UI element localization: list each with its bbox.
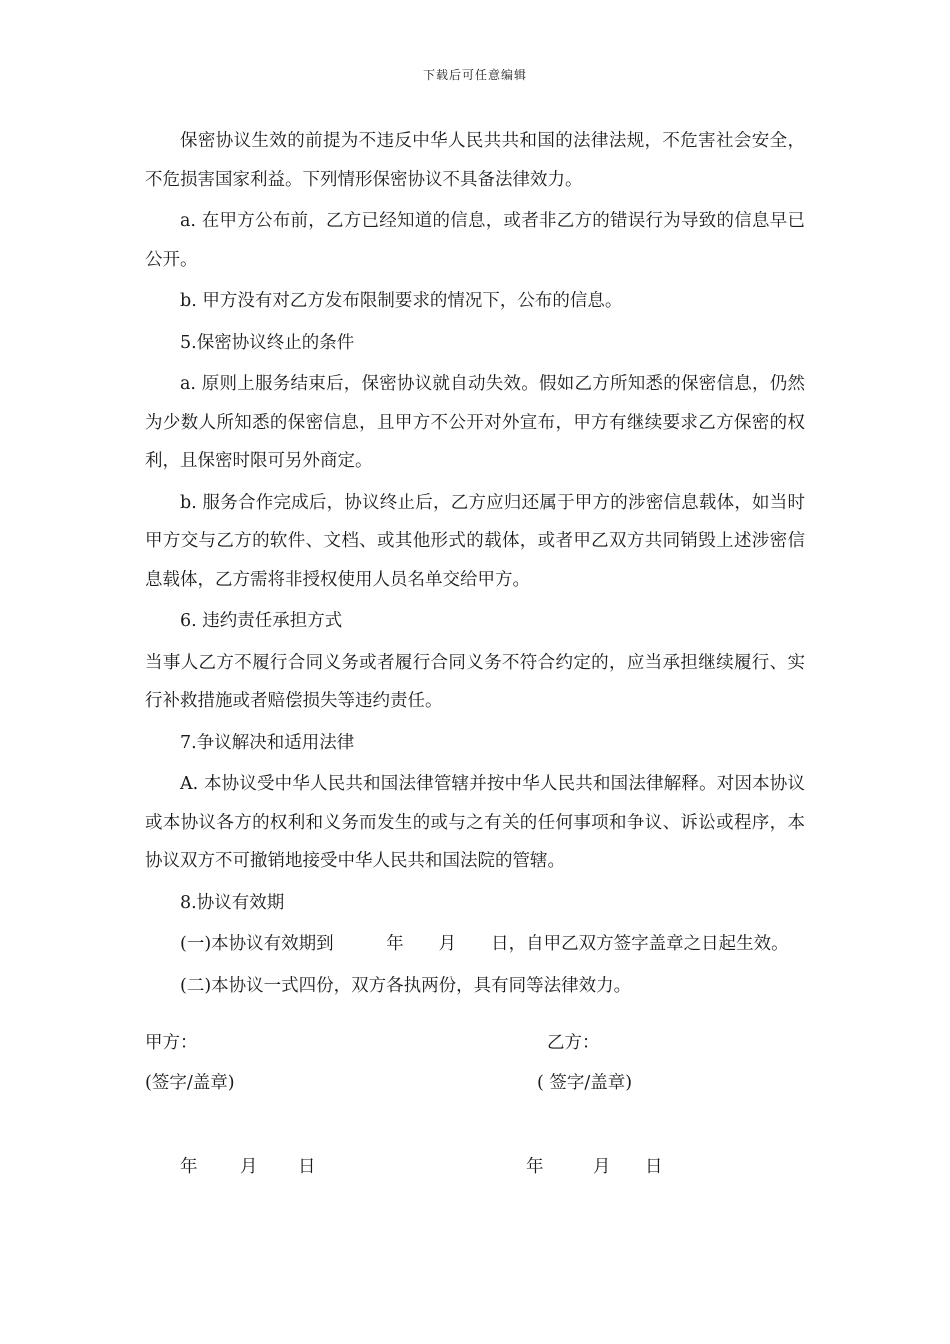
document-body xyxy=(145,122,805,1008)
party-b-label: 乙方： xyxy=(547,1033,600,1053)
section-heading: 7.争议解决和适用法律 xyxy=(180,732,355,753)
paragraph: (二)本协议一式四份，双方各执两份，具有同等法律效力。 xyxy=(180,975,632,996)
party-b-signature: ( 签字/盖章) xyxy=(537,1073,633,1093)
party-b-date-year: 年 xyxy=(526,1157,544,1177)
section-heading: 6. 违约责任承担方式 xyxy=(180,611,343,631)
party-a-date-year: 年 xyxy=(180,1157,198,1177)
paragraph: b. 服务合作完成后，协议终止后，乙方应归还属于甲方的涉密信息载体，如当时甲方交与乙方的软件、文档、或其他形式的载体，或者甲乙双方共同销毁上述涉密信息载体，乙方需将非授权使用人员名单交给甲方。 xyxy=(145,492,805,590)
paragraph: b. 甲方没有对乙方发布限制要求的情况下，公布的信息。 xyxy=(180,291,623,311)
paragraph: (一)本协议有效期到 年 月 日，自甲乙双方签字盖章之日起生效。 xyxy=(180,934,789,954)
paragraph: 当事人乙方不履行合同义务或者履行合同义务不符合约定的，应当承担继续履行、实行补救措施或者赔偿损失等违约责任。 xyxy=(145,652,805,711)
party-a-label: 甲方： xyxy=(145,1033,198,1053)
paragraph: A. 本协议受中华人民共和国法律管辖并按中华人民共和国法律解释。对因本协议或本协议各方的权利和义务而发生的或与之有关的任何事项和争议、诉讼或程序，本协议双方不可撤销地接受中华人民共和国法院的管辖。 xyxy=(145,774,805,871)
party-b-date-month: 月 xyxy=(593,1157,611,1177)
party-a-date-day: 日 xyxy=(298,1157,316,1177)
section-heading: 5.保密协议终止的条件 xyxy=(180,332,355,353)
section-heading: 8.协议有效期 xyxy=(180,892,285,913)
page-header: 下载后可任意编辑 xyxy=(422,68,527,82)
party-a-signature: (签字/盖章) xyxy=(145,1073,235,1093)
paragraph: 保密协议生效的前提为不违反中华人民共共和国的法律法规，不危害社会安全，不危损害国家利益。下列情形保密协议不具备法律效力。 xyxy=(145,131,805,190)
party-a-date-month: 月 xyxy=(240,1157,258,1177)
party-b-date-day: 日 xyxy=(645,1157,663,1177)
paragraph: a. 原则上服务结束后，保密协议就自动失效。假如乙方所知悉的保密信息，仍然为少数人所知悉的保密信息，且甲方不公开对外宣布，甲方有继续要求乙方保密的权利，且保密时限可另外商定。 xyxy=(145,374,805,471)
paragraph: a. 在甲方公布前，乙方已经知道的信息，或者非乙方的错误行为导致的信息早已公开。 xyxy=(145,211,805,270)
